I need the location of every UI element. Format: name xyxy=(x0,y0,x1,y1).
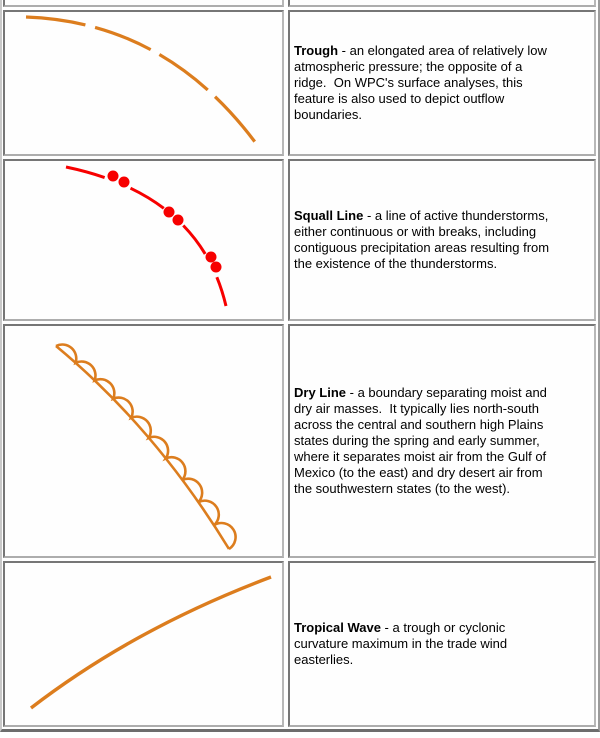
trough-definition xyxy=(294,43,552,123)
dry-line-symbol xyxy=(5,326,282,556)
squall-line-text-cell xyxy=(288,159,596,321)
tropical-wave-symbol-cell xyxy=(3,561,284,727)
squall-dot xyxy=(119,177,130,188)
squall-dot xyxy=(173,215,184,226)
squall-line-symbol xyxy=(5,161,282,319)
trough-symbol-cell xyxy=(3,10,284,156)
squall-line-symbol-cell xyxy=(3,159,284,321)
tropical-wave-curve xyxy=(31,577,271,708)
trough-dashed-line xyxy=(26,17,255,142)
squall-dot xyxy=(164,207,175,218)
squall-dot xyxy=(211,262,222,273)
clipped-text-cell xyxy=(288,0,596,7)
table-row-trough xyxy=(3,10,597,156)
term-label: Trough xyxy=(294,43,339,58)
clipped-previous-row xyxy=(3,0,597,7)
squall-line-arc xyxy=(66,167,226,306)
trough-text-cell xyxy=(288,10,596,156)
term-description: - an elongated area of relatively low atmospheric pressure; the opposite of a ridge. On WPC's surface analyses, this feature is also used to depict outflow boundaries. xyxy=(294,43,551,122)
term-label: Dry Line xyxy=(294,385,347,400)
dry-line-base-curve xyxy=(56,346,229,549)
table-row-squall-line xyxy=(3,159,597,321)
term-description: - a line of active thunderstorms, either continuous or with breaks, including contiguous precipitation areas resulting from the existence of the thunderstorms. xyxy=(294,208,553,271)
tropical-wave-text-cell xyxy=(288,561,596,727)
term-label: Tropical Wave xyxy=(294,620,381,635)
dry-line-text-cell xyxy=(288,324,596,558)
tropical-wave-definition xyxy=(294,620,552,668)
clipped-symbol-cell xyxy=(3,0,284,7)
term-label: Squall Line xyxy=(294,208,364,223)
dry-line-definition xyxy=(294,385,552,497)
squall-dot xyxy=(108,171,119,182)
term-description: - a boundary separating moist and dry air masses. It typically lies north-south across the central and southern high Plains states during the spring and early summer, where it separates moist air from the Gulf of Mexico (to the east) and dry desert air from the southwestern states (to the west). xyxy=(294,385,551,496)
squall-dot xyxy=(206,252,217,263)
table-row-tropical-wave xyxy=(3,561,597,727)
squall-line-definition xyxy=(294,208,552,272)
table-row-dry-line xyxy=(3,324,597,558)
dry-line-symbol-cell xyxy=(3,324,284,558)
trough-symbol xyxy=(5,12,282,154)
term-description: - a trough or cyclonic curvature maximum in the trade wind easterlies. xyxy=(294,620,511,667)
tropical-wave-symbol xyxy=(5,563,282,725)
